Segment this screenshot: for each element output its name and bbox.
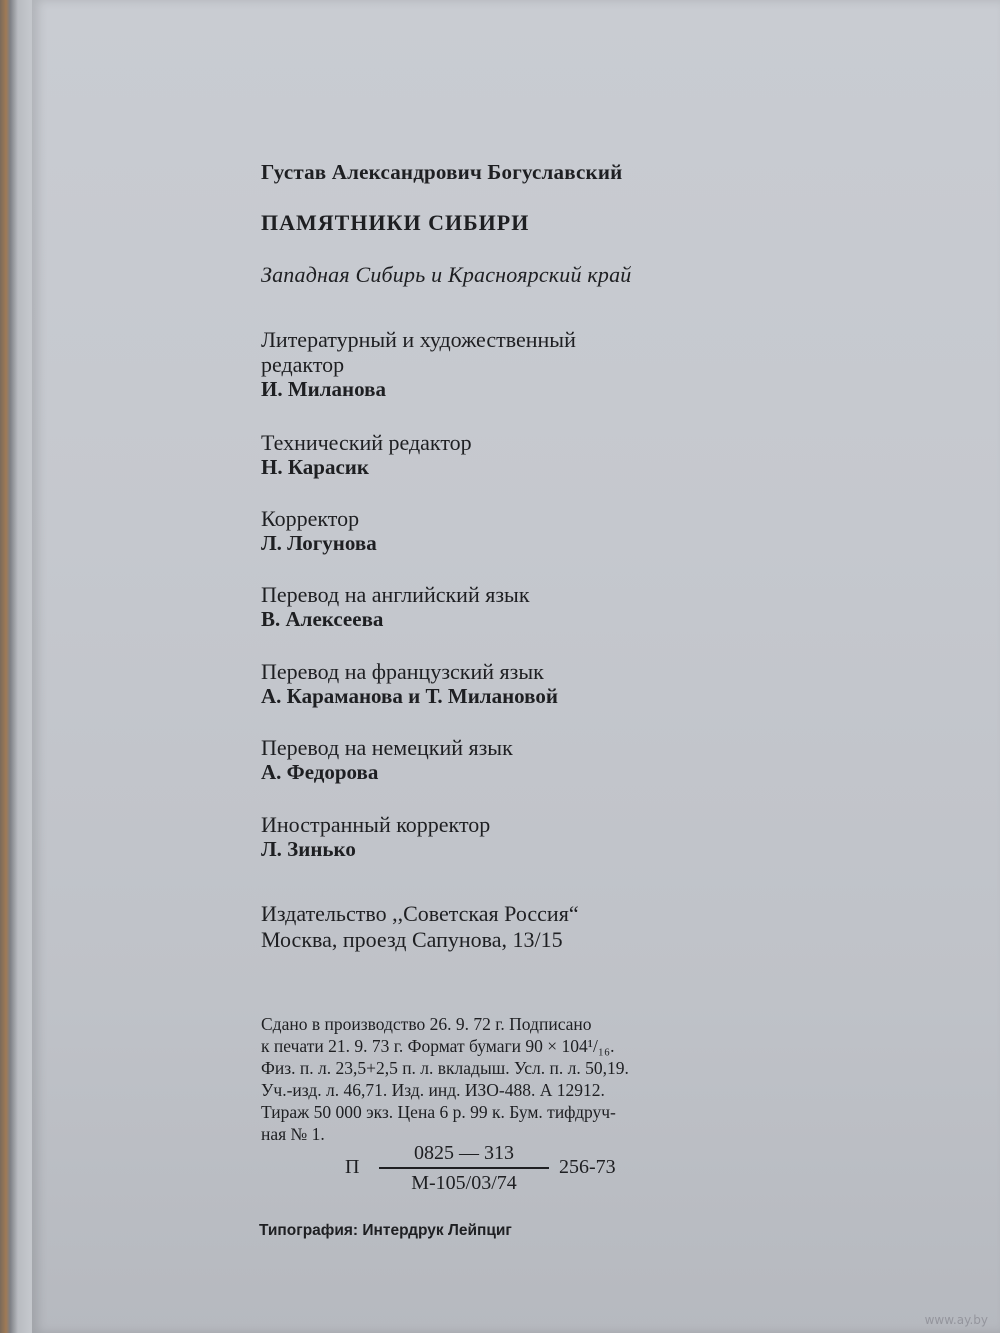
imprint-line: к печати 21. 9. 73 г. Формат бумаги 90 × 104¹/₁₆. [261,1036,615,1056]
imprint-line: Уч.-изд. л. 46,71. Изд. инд. ИЗО-488. А 12912. [261,1080,605,1100]
credit-role: Иностранный корректор [261,812,491,837]
imprint-line: Физ. п. л. 23,5+2,5 п. л. вкладыш. Усл. п. л. 50,19. [261,1058,629,1078]
credit-role: Литературный и художественный [261,327,576,352]
publisher-name: Издательство ,,Советская Россия“ [261,901,579,926]
printing-house: Типография: Интердрук Лейпциг [259,1222,512,1239]
credit-english-translation [261,582,530,632]
book-page [32,0,1000,1333]
author-name: Густав Александрович Богуславский [261,160,623,184]
code-numerator: 0825 — 313 [414,1142,514,1164]
book-title: ПАМЯТНИКИ СИБИРИ [261,210,530,235]
credit-person: А. Федорова [261,760,379,784]
credit-proofreader [261,506,377,556]
credit-french-translation [261,659,558,709]
fraction-bar [379,1167,549,1169]
credit-role: Технический редактор [261,430,472,455]
code-denominator: М-105/03/74 [411,1172,517,1194]
credit-person: А. Караманова и Т. Милановой [261,684,558,708]
credit-german-translation [261,735,513,785]
credit-person: Л. Зинько [261,837,356,861]
credit-technical-editor [261,430,472,480]
code-fraction [379,1140,549,1196]
credit-role: Перевод на французский язык [261,659,544,684]
credit-person: И. Миланова [261,377,386,401]
publisher-info [261,901,579,953]
credit-role: Корректор [261,506,360,531]
credit-foreign-proofreader [261,812,490,862]
credit-role: Перевод на английский язык [261,582,530,607]
imprint-line: Тираж 50 000 экз. Цена 6 р. 99 к. Бум. тифдруч- [261,1102,616,1122]
imprint-details [261,1013,629,1145]
credit-role: редактор [261,352,345,377]
credit-person: Л. Логунова [261,531,377,555]
imprint-line: ная № 1. [261,1124,325,1144]
credit-role: Перевод на немецкий язык [261,735,513,760]
credit-person: Н. Карасик [261,455,369,479]
site-watermark: www.ay.by [924,1313,988,1327]
imprint-line: Сдано в производство 26. 9. 72 г. Подписано [261,1014,592,1034]
code-suffix: 256-73 [559,1156,616,1178]
code-prefix: П [345,1156,360,1178]
credit-person: В. Алексеева [261,607,384,631]
book-subtitle: Западная Сибирь и Красноярский край [261,262,632,287]
publisher-address: Москва, проезд Сапунова, 13/15 [261,927,563,952]
credit-literary-editor [261,327,576,402]
